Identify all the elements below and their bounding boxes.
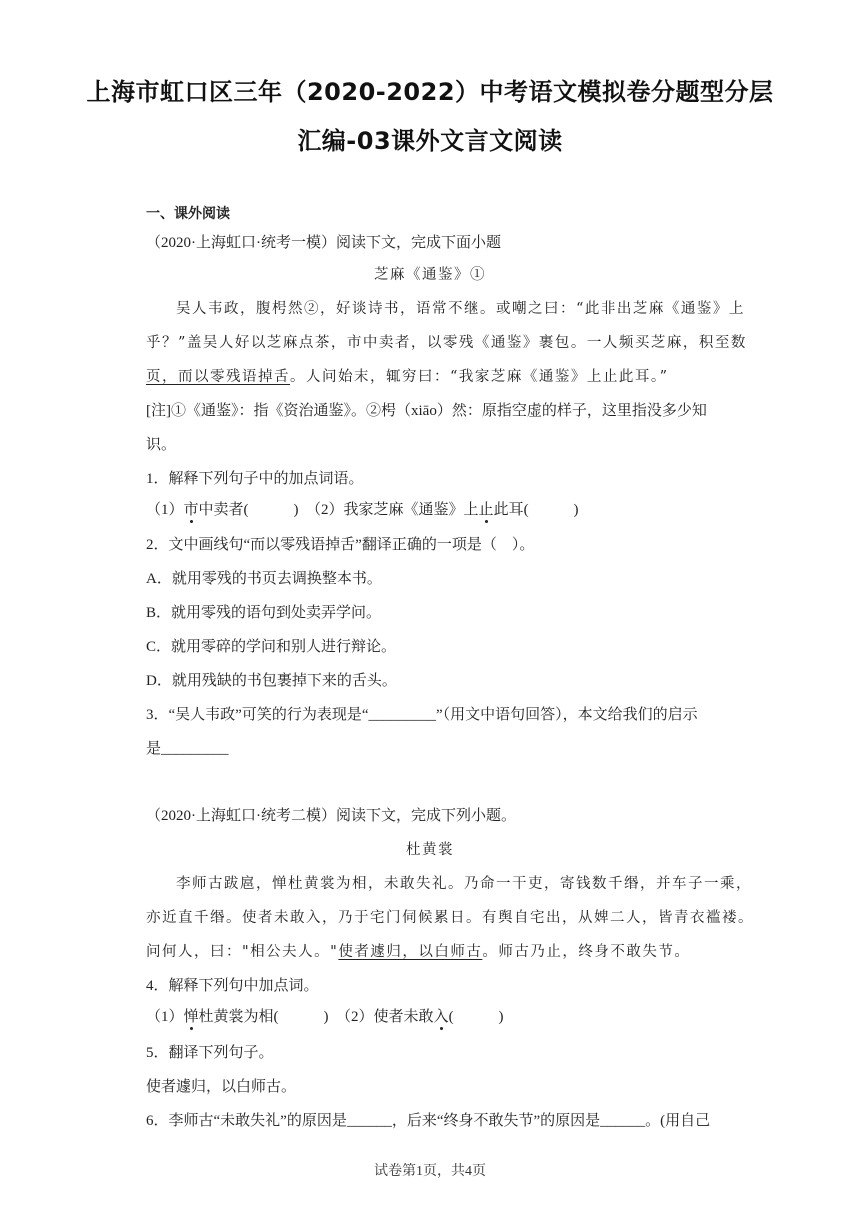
section-heading: 一、课外阅读 bbox=[146, 206, 230, 222]
passage1-text-line2: 乎？”盖吴人好以芝麻点茶，市中卖者，以零残《通鉴》裹包。一人频买芝麻，积至数 bbox=[146, 335, 747, 351]
passage2-text-line2: 亦近直千缗。使者未敢入，乃于宅门伺候累日。有舆自宅出，从婢二人，皆青衣褴褛。 bbox=[146, 910, 754, 926]
option-d: D．就用残缺的书包裹掉下来的舌头。 bbox=[146, 673, 397, 689]
dotted-char: 止 bbox=[478, 502, 494, 518]
underlined-sentence: 使者遽归，以白师古 bbox=[338, 944, 483, 960]
question-5: 5．翻译下列句子。 bbox=[146, 1045, 274, 1061]
passage1-text-line3: 页，而以零残语掉舌。人问始末，辄穷曰：“我家芝麻《通鉴》上止此耳。” bbox=[146, 369, 669, 385]
question-2: 2．文中画线句“而以零残语掉舌”翻译正确的一项是（ ）。 bbox=[146, 537, 535, 553]
question-1-items: （1）市中卖者( ) （2）我家芝麻《通鉴》上止此耳( ) bbox=[146, 502, 579, 518]
dotted-char: 入 bbox=[433, 1009, 449, 1025]
question-4-items: （1）惮杜黄裳为相( ) （2）使者未敢入( ) bbox=[146, 1009, 504, 1025]
dotted-char: 市 bbox=[183, 502, 199, 518]
option-a: A．就用零残的书页去调换整本书。 bbox=[146, 571, 382, 587]
page-footer: 试卷第1页，共4页 bbox=[374, 1164, 486, 1179]
question-5-sentence: 使者遽归，以白师古。 bbox=[146, 1079, 297, 1095]
option-c: C．就用零碎的学问和别人进行辩论。 bbox=[146, 639, 397, 655]
passage1-source: （2020·上海虹口·统考一模）阅读下文，完成下面小题 bbox=[146, 235, 501, 251]
option-b: B．就用零残的语句到处卖弄学问。 bbox=[146, 605, 382, 621]
passage2-source: （2020·上海虹口·统考二模）阅读下文，完成下列小题。 bbox=[146, 808, 516, 824]
passage1-note-line1: [注]①《通鉴》：指《资治通鉴》。②枵（xiāo）然：原指空虚的样子，这里指没多少知 bbox=[146, 403, 707, 419]
passage2-text-line3: 问何人，曰："相公夫人。"使者遽归，以白师古。师古乃止，终身不敢失节。 bbox=[146, 944, 691, 960]
passage1-text-line1: 吴人韦政，腹枵然②，好谈诗书，语常不继。或嘲之曰：“此非出芝麻《通鉴》上 bbox=[176, 301, 745, 317]
underlined-sentence: 页，而以零残语掉舌 bbox=[146, 369, 290, 385]
document-title-line2: 汇编-03课外文言文阅读 bbox=[297, 127, 563, 155]
passage2-text-line1: 李师古跋扈，惮杜黄裳为相，未敢失礼。乃命一干吏，寄钱数千缗，并车子一乘， bbox=[176, 876, 752, 892]
question-3-line2: 是_________ bbox=[146, 741, 229, 757]
question-3-line1: 3．“吴人韦政”可笑的行为表现是“_________”（用文中语句回答），本文给我们的启示 bbox=[146, 707, 698, 723]
passage2-title: 杜黄裳 bbox=[406, 842, 454, 858]
document-title-line1: 上海市虹口区三年（2020-2022）中考语文模拟卷分题型分层 bbox=[86, 78, 774, 106]
passage1-note-line2: 识。 bbox=[146, 437, 177, 453]
dotted-char: 惮 bbox=[183, 1009, 199, 1025]
question-1: 1．解释下列句子中的加点词语。 bbox=[146, 471, 364, 487]
passage1-title: 芝麻《通鉴》① bbox=[374, 267, 486, 283]
question-4: 4．解释下列句中加点词。 bbox=[146, 978, 319, 994]
question-6: 6．李师古“未敢失礼”的原因是______，后来“终身不敢失节”的原因是______。(用自己 bbox=[146, 1113, 711, 1129]
